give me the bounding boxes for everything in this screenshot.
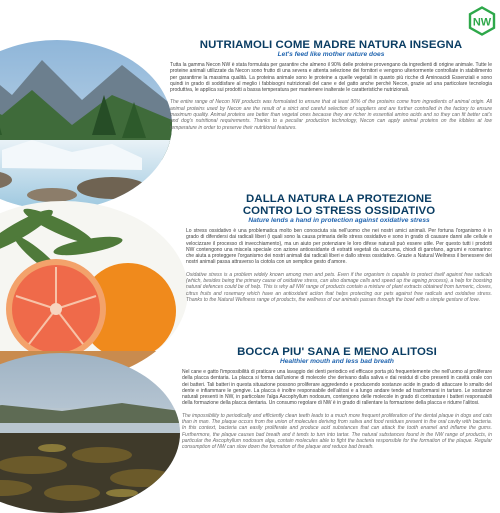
section-1-text xyxy=(170,39,492,131)
nw-logo xyxy=(467,6,497,36)
section-2-subtitle: Nature lends a hand in protection against oxidative stress xyxy=(248,217,430,224)
seaweed-coast-photo xyxy=(0,353,180,513)
river-photo xyxy=(0,40,172,210)
section-oxidative-stress xyxy=(0,193,500,345)
section-1-body-english: The entire range of Necon NW products was formulated to ensure that at least 90% of the proteins come from ingredients of animal origin. All animal proteins used by Necon are the result of a strict and careful selection of suppliers and are further controlled in the factory to ensure maximum quality. Animal proteins are better than vegetal ones because they are richer in essential amino acids and so they can fit better cat's and dog's nutritional requirements. Thanks to a peculiar production technology, Necon can apply animal proteins on the kibbles at low temperature in order to preserve their nutritional features. xyxy=(170,99,492,131)
section-2-body-italian: Lo stress ossidativo è una problematica molto ben conosciuta sia nell'uomo che nei nostri amici animali. Per fortuna l'organismo è in grado di difendersi dai radicali liberi (i quali sono la causa primaria dello stress ossidativo e sono in grado di causare danni alle cellule e velocizzare il processo di invecchiamento), ma un aiuto per potenziare le loro difese naturali può essere utile. Per questo tutti i prodotti NW contengono una miscela speciale con azione antiossidante di estratti vegetali da curcuma, chiodi di garofano, agrumi e rosmarino: che aiuta a proteggere l'organismo dei nostri animali dai radicali liberi e dallo stress ossidativo. Grazie a Natural Wellness il benessere dei nostri animali passa attraverso la ciotola con un semplice gesto d'amore. xyxy=(186,228,492,266)
section-2-title-line1: DALLA NATURA LA PROTEZIONE xyxy=(246,193,432,205)
section-1-body-italian: Tutta la gamma Necon NW è stata formulata per garantire che almeno il 90% delle proteine provengano da ingredienti di origine animale. Tutte le proteine animali utilizzate da Necon sono frutto di una severa e attenta selezione dei fornitori e vengono ulteriormente controllate in stabilimento per garantirne la massima qualità. La proteina animale sono le proteine a quelle vegetali in quanto più ricche di Aminoacidi Essenziali e sono quindi in grado di soddisfare al meglio i fabbisogni nutrizionali del cane e del gatto anche perché Necon, grazie ad una particolare tecnologia produttiva, le applica sui prodotti a bassa temperatura per mantenere inalterate le caratteristiche nutrizionali. xyxy=(170,62,492,94)
section-2-title-line2: CONTRO LO STRESS OSSIDATIVO xyxy=(242,205,436,217)
section-2-body-english: Oxidative stress is a problem widely known among men and pets. Even if the organism is capable to protect itself against free radicals (which, besides being the primary cause of oxidative stress, can also damage cells and speed up the ageing process), a help for boosting natural defences could be of help. This is why all NW range of products contain a mixture of plant extracts obtained from turmeric, cloves, citrus fruits and rosemary which have an antioxidant action that helps protecting our pets against free radicals and oxidative stress. Thanks to the Natural Wellness range of products, the wellness of our animals passes through the bowl with a simple gesture of love. xyxy=(186,271,492,303)
hexagon-logo-icon xyxy=(467,6,497,36)
section-animal-protein xyxy=(0,38,500,193)
section-3-text xyxy=(182,346,492,451)
section-3-title: BOCCA PIU' SANA E MENO ALITOSI xyxy=(237,346,437,358)
section-oral-health xyxy=(0,345,500,500)
section-3-body-english: The impossibility to periodically and efficiently clean teeth leads to a much more frequent proliferation of the dental plaque in dogs and cats than in man. The plaque occurs from the union of molecules deriving from saliva and food residues present in the oral cavity with bacteria. In this context, bacteria can easily proliferate and produce acid substances that can attack the tooth enamel and inflame the gums. Furthermore, the plaque causes bad breath and it tends to turn into tartar. The natural substances found in the NW range of products, in particular the Ascophyllum nodosum alga, contain molecules able to fight the bacteria responsible for the formation of the plaque. Regular consumption of NW can slow down the formation of the plaque and reduce bad breath. xyxy=(182,412,492,451)
section-3-subtitle: Healthier mouth and less bad breath xyxy=(280,358,394,365)
section-1-subtitle: Let's feed like mother nature does xyxy=(277,51,385,58)
section-3-body-italian: Nel cane e gatto l'impossibilità di praticare una lavaggio dei denti periodico ed efficace porta più frequentemente che nell'uomo al proliferare della placca dentaria. La placca si forma dall'unione di molecole che derivano dalla saliva e dai residui di cibo presenti in cavità orale con dei batteri. Tali batteri in questa situazione possono proliferare aggredendo e producendo sostanze acide in grado di attaccare lo smalto del dente e infiammare le gengive. La placca è inoltre responsabile dell'alitosi e a lungo andare tende ad trasformarsi in tartaro. Le sostanze naturali presenti in NW, in particolare l'alga Ascophyllum nodosum, contengono delle molecole in grado di contrastare i batteri responsabili della formazione della placca dentaria. Un consumo regolare di NW è in grado di rallentare la formazione della placca e ridurre l'alitosi. xyxy=(182,369,492,407)
section-2-text xyxy=(186,193,492,303)
logo-text: NW xyxy=(472,16,492,29)
section-1-title: NUTRIAMOLI COME MADRE NATURA INSEGNA xyxy=(199,39,463,51)
